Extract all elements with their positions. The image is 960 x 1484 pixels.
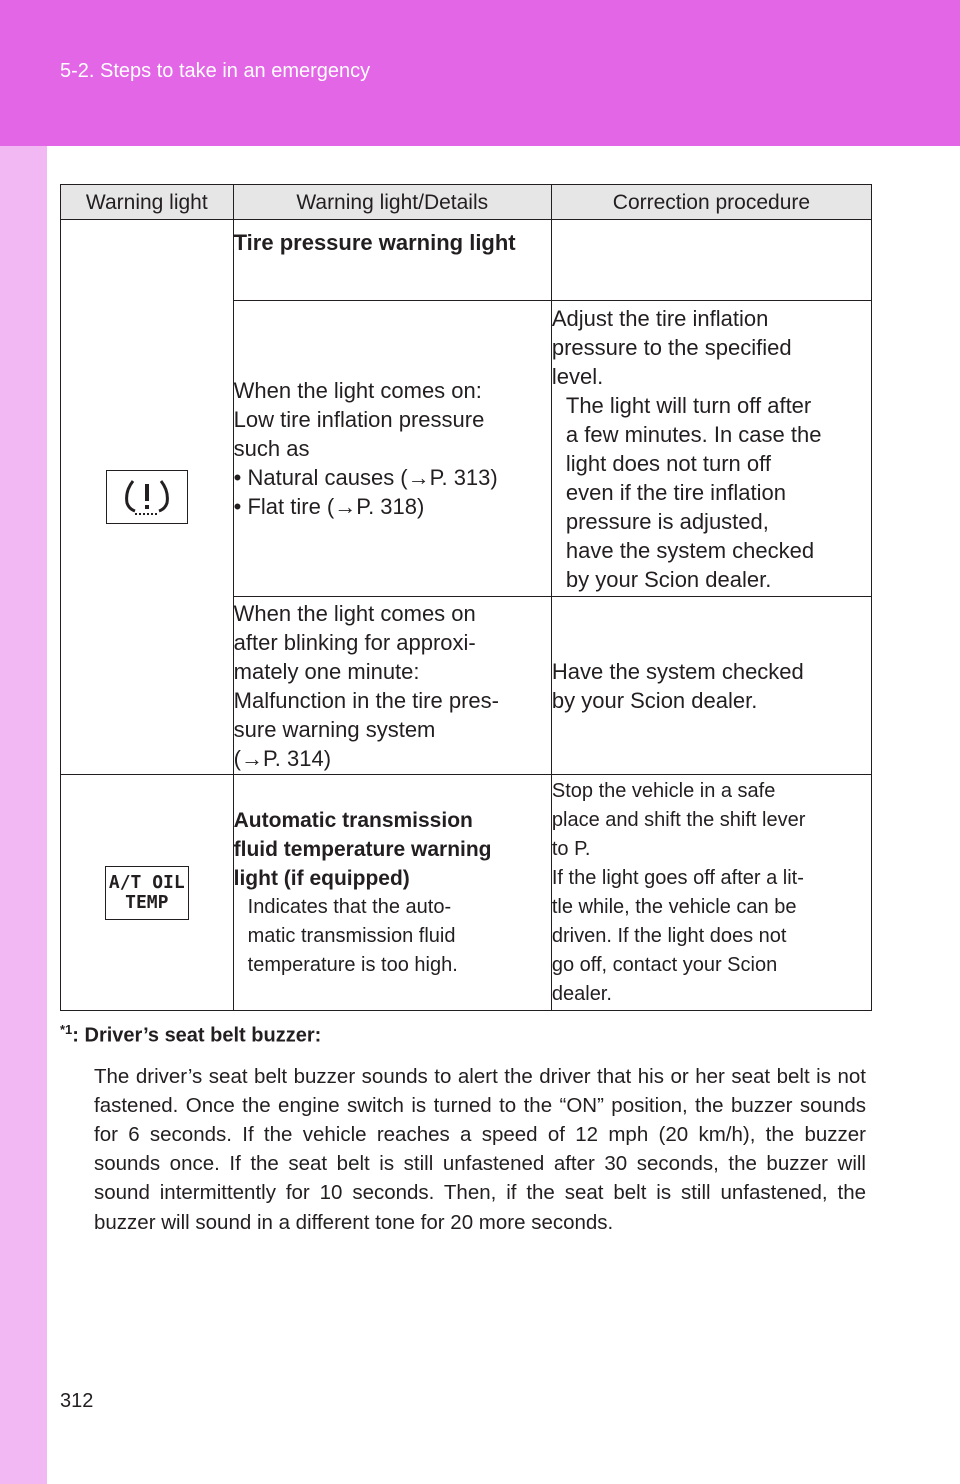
page-header (0, 0, 960, 146)
footnote-title-text: : Driver’s seat belt buzzer: (72, 1024, 322, 1047)
atf-detail-line: matic transmission fluid (247, 924, 456, 947)
empty-cell (551, 220, 871, 301)
correction-line: tle while, the vehicle can be (551, 895, 797, 918)
tire-pressure-icon-cell (61, 220, 234, 775)
column-header-correction: Correction procedure (551, 185, 871, 220)
correction-line: dealer. (551, 982, 612, 1005)
icon-text-line: TEMP (125, 891, 169, 913)
footnote-title (60, 1022, 866, 1048)
correction-line: If the light goes off after a lit- (551, 866, 804, 889)
detail-line: • Flat tire (→P. 318) (233, 494, 425, 519)
detail-line: • Natural causes (→P. 313) (233, 465, 498, 490)
correction-note-line: by your Scion dealer. (565, 566, 772, 592)
atf-title-line: light (if equipped) (233, 866, 410, 890)
correction-note-line: a few minutes. In case the (565, 421, 822, 447)
atf-title-line: fluid temperature warning (233, 837, 492, 861)
correction-line: pressure to the specified (551, 334, 792, 360)
column-header-warning-light: Warning light (61, 185, 234, 220)
atf-icon-cell (61, 775, 234, 1011)
table-row (61, 775, 872, 1011)
tire-pressure-details-1 (233, 301, 551, 597)
page-number: 312 (60, 1390, 94, 1412)
footnote-body: The driver’s seat belt buzzer sounds to alert the driver that his or her seat belt is not fastened. Once the engine switch is turned to the “ON” position, the buzzer sounds for 6 seconds. If the vehicle reaches a speed of 12 mph (20 km/h), the buzzer sounds once. If the seat belt is still unfastened after 30 seconds, the buzzer will sound intermittently for 10 seconds. Then, if the seat belt is still unfastened, the buzzer will sound in a different tone for 20 more seconds. (94, 1064, 866, 1234)
detail-line: When the light comes on: (233, 378, 482, 403)
correction-note-line: The light will turn off after (565, 392, 812, 418)
detail-line: Low tire inflation pressure (233, 407, 485, 432)
icon-text-line: A/T OIL (108, 871, 185, 893)
atf-temperature-warning-icon (105, 866, 189, 920)
side-strip (0, 146, 47, 1484)
footnote-marker: *1 (60, 1022, 73, 1037)
footnote (60, 1022, 866, 1237)
detail-line: Malfunction in the tire pres- (233, 687, 499, 713)
atf-detail-line: Indicates that the auto- (247, 895, 452, 918)
table-row (61, 220, 872, 301)
atf-details (233, 775, 551, 1011)
tire-pressure-title: Tire pressure warning light (233, 220, 551, 301)
atf-title-line: Automatic transmission (233, 808, 473, 832)
tire-pressure-warning-icon (106, 470, 188, 524)
correction-line: Stop the vehicle in a safe (551, 779, 776, 802)
detail-line: (→P. 314) (233, 745, 332, 771)
correction-note-line: pressure is adjusted, (565, 508, 769, 534)
tire-pressure-correction-1 (551, 301, 871, 597)
detail-line: such as (233, 436, 310, 461)
correction-note-line: light does not turn off (565, 450, 771, 476)
detail-line: When the light comes on (233, 600, 476, 626)
correction-note-line: have the system checked (565, 537, 815, 563)
correction-line: Have the system checked (551, 658, 804, 684)
warning-light-table (60, 184, 872, 1011)
tire-pressure-correction-2 (551, 597, 871, 775)
tire-pressure-details-2 (233, 597, 551, 775)
atf-detail-line: temperature is too high. (247, 953, 458, 976)
table-header-row (61, 185, 872, 220)
correction-line: place and shift the shift lever (551, 808, 806, 831)
atf-correction (551, 775, 871, 1011)
detail-line: after blinking for approxi- (233, 629, 476, 655)
correction-line: driven. If the light does not (551, 924, 787, 947)
correction-line: level. (551, 363, 604, 389)
correction-line: to P. (551, 837, 591, 860)
correction-line: by your Scion dealer. (551, 687, 758, 713)
section-title: 5-2. Steps to take in an emergency (60, 60, 371, 82)
column-header-details: Warning light/Details (233, 185, 551, 220)
correction-note-line: even if the tire inflation (565, 479, 787, 505)
correction-line: go off, contact your Scion (551, 953, 778, 976)
detail-line: sure warning system (233, 716, 436, 742)
detail-line: mately one minute: (233, 658, 420, 684)
correction-line: Adjust the tire inflation (551, 305, 769, 331)
